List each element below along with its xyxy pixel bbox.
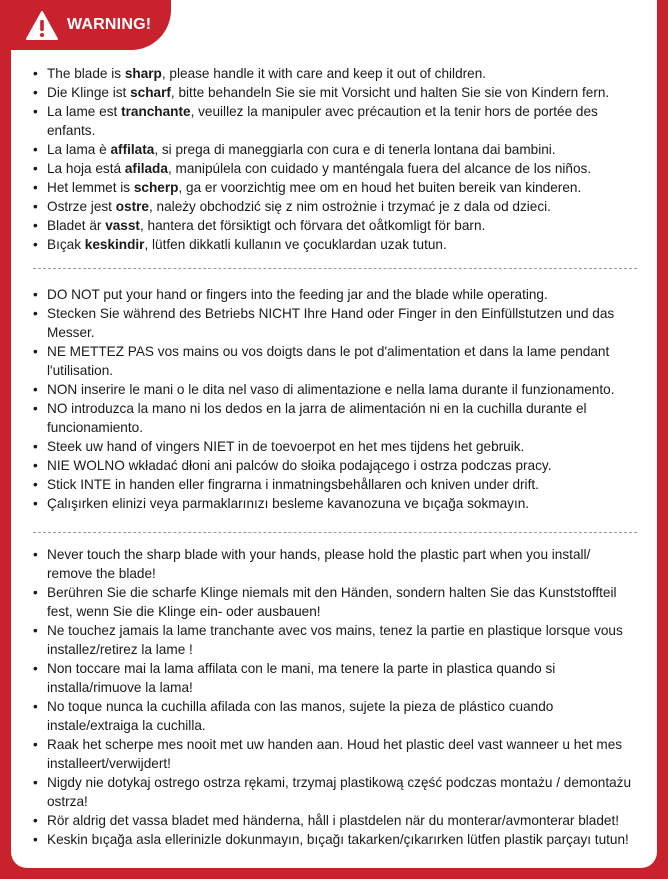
warning-list-item: • Ne touchez jamais la lame tranchante avec vos mains, tenez la partie en plastique lorsque vous installez/retirez la lame ! bbox=[33, 621, 637, 659]
warning-list-item bbox=[33, 216, 637, 235]
item-text: Bladet är bbox=[47, 218, 106, 233]
item-text: , veuillez la manipuler avec précaution et la tenir hors de portée des enfants. bbox=[47, 104, 598, 138]
warning-list-item: • Nigdy nie dotykaj ostrego ostrza rękami, trzymaj plastikową część podczas montażu / demontażu ostrza! bbox=[33, 773, 637, 811]
warning-list-item: • NIE WOLNO wkładać dłoni ani palców do słoika podającego i ostrza podczas pracy. bbox=[33, 456, 637, 475]
item-text: Bıçak bbox=[47, 237, 85, 252]
warning-list-item: • NO introduzca la mano ni los dedos en la jarra de alimentación ni en la cuchilla durante el funcionamiento. bbox=[33, 399, 637, 437]
warning-list-item bbox=[33, 83, 637, 102]
sharp-blade-section bbox=[33, 64, 637, 254]
emphasis-text: afilada bbox=[124, 161, 168, 176]
item-text: , hantera det försiktigt och förvara det oåtkomligt för barn. bbox=[139, 218, 486, 233]
install-section bbox=[33, 545, 637, 849]
item-text: Die Klinge ist bbox=[47, 85, 131, 100]
warning-list-item: • No toque nunca la cuchilla afilada con las manos, sujete la pieza de plástico cuando instale/extraiga la cuchilla. bbox=[33, 697, 637, 735]
warning-card bbox=[11, 0, 657, 868]
warning-list-item bbox=[33, 197, 637, 216]
dashed-divider bbox=[33, 268, 637, 269]
item-text: , należy obchodzić się z nim ostrożnie i trzymać je z dala od dzieci. bbox=[149, 199, 551, 214]
warning-list-item: • Non toccare mai la lama affilata con le mani, ma tenere la parte in plastica quando si installa/rimuove la lama! bbox=[33, 659, 637, 697]
dashed-divider bbox=[33, 532, 637, 533]
item-text: , please handle it with care and keep it out of children. bbox=[161, 66, 487, 81]
warning-list-item: • NE METTEZ PAS vos mains ou vos doigts dans le pot d'alimentation et dans la lame pendant l'utilisation. bbox=[33, 342, 637, 380]
warning-list-item: • NON inserire le mani o le dita nel vaso di alimentazione e nella lama durante il funzionamento. bbox=[33, 380, 637, 399]
item-text: , bitte behandeln Sie sie mit Vorsicht und halten Sie sie von Kindern fern. bbox=[170, 85, 610, 100]
item-text: La hoja está bbox=[47, 161, 125, 176]
emphasis-text: tranchante bbox=[121, 104, 191, 119]
emphasis-text: scharf bbox=[130, 85, 171, 100]
item-text: , ga er voorzichtig mee om en houd het buiten bereik van kinderen. bbox=[178, 180, 582, 195]
item-text: La lama è bbox=[47, 142, 111, 157]
item-text: La lame est bbox=[47, 104, 122, 119]
emphasis-text: scherp bbox=[133, 180, 179, 195]
item-text: Het lemmet is bbox=[47, 180, 134, 195]
warning-list-item: • Stick INTE in handen eller fingrarna i inmatningsbehållaren och kniven under drift. bbox=[33, 475, 637, 494]
warning-list-item: • Keskin bıçağa asla ellerinizle dokunmayın, bıçağı takarken/çıkarırken lütfen plastik parçayı tutun! bbox=[33, 830, 637, 849]
warning-header bbox=[11, 0, 171, 50]
warning-list-item: • Çalışırken elinizi veya parmaklarınızı besleme kavanozuna ve bıçağa sokmayın. bbox=[33, 494, 637, 513]
warning-list-item: • DO NOT put your hand or fingers into the feeding jar and the blade while operating. bbox=[33, 285, 637, 304]
item-text: , manipúlela con cuidado y manténgala fuera del alcance de los niños. bbox=[167, 161, 592, 176]
emphasis-text: affilata bbox=[110, 142, 155, 157]
warning-list-item bbox=[33, 140, 637, 159]
warning-list-item bbox=[33, 178, 637, 197]
emphasis-text: vasst bbox=[105, 218, 140, 233]
warning-list-item bbox=[33, 102, 637, 140]
emphasis-text: ostre bbox=[115, 199, 149, 214]
emphasis-text: sharp bbox=[124, 66, 162, 81]
warning-title: WARNING! bbox=[67, 16, 152, 33]
warning-list-item: • Berühren Sie die scharfe Klinge niemals mit den Händen, sondern halten Sie das Kunststoffteil fest, wenn Sie die Klinge ein- oder ausbauen! bbox=[33, 583, 637, 621]
warning-list-item: • Stecken Sie während des Betriebs NICHT Ihre Hand oder Finger in den Einfüllstutzen und das Messer. bbox=[33, 304, 637, 342]
warning-list-item: • Rör aldrig det vassa bladet med händerna, håll i plastdelen när du monterar/avmonterar bladet! bbox=[33, 811, 637, 830]
emphasis-text: keskindir bbox=[84, 237, 145, 252]
warning-list-item: • Never touch the sharp blade with your hands, please hold the plastic part when you install/ remove the blade! bbox=[33, 545, 637, 583]
warning-list-item bbox=[33, 235, 637, 254]
warning-list-item bbox=[33, 159, 637, 178]
item-text: Ostrze jest bbox=[47, 199, 116, 214]
item-text: , lütfen dikkatli kullanın ve çocuklardan uzak tutun. bbox=[144, 237, 447, 252]
warning-list-item: • Steek uw hand of vingers NIET in de toevoerpot en het mes tijdens het gebruik. bbox=[33, 437, 637, 456]
warning-list-item: • Raak het scherpe mes nooit met uw handen aan. Houd het plastic deel vast wanneer u het mes installeert/verwijdert! bbox=[33, 735, 637, 773]
warning-triangle-icon bbox=[25, 10, 59, 42]
item-text: , si prega di maneggiarla con cura e di tenerla lontana dai bambini. bbox=[154, 142, 556, 157]
warning-list-item bbox=[33, 64, 637, 83]
operation-section bbox=[33, 285, 637, 513]
item-text: The blade is bbox=[47, 66, 125, 81]
